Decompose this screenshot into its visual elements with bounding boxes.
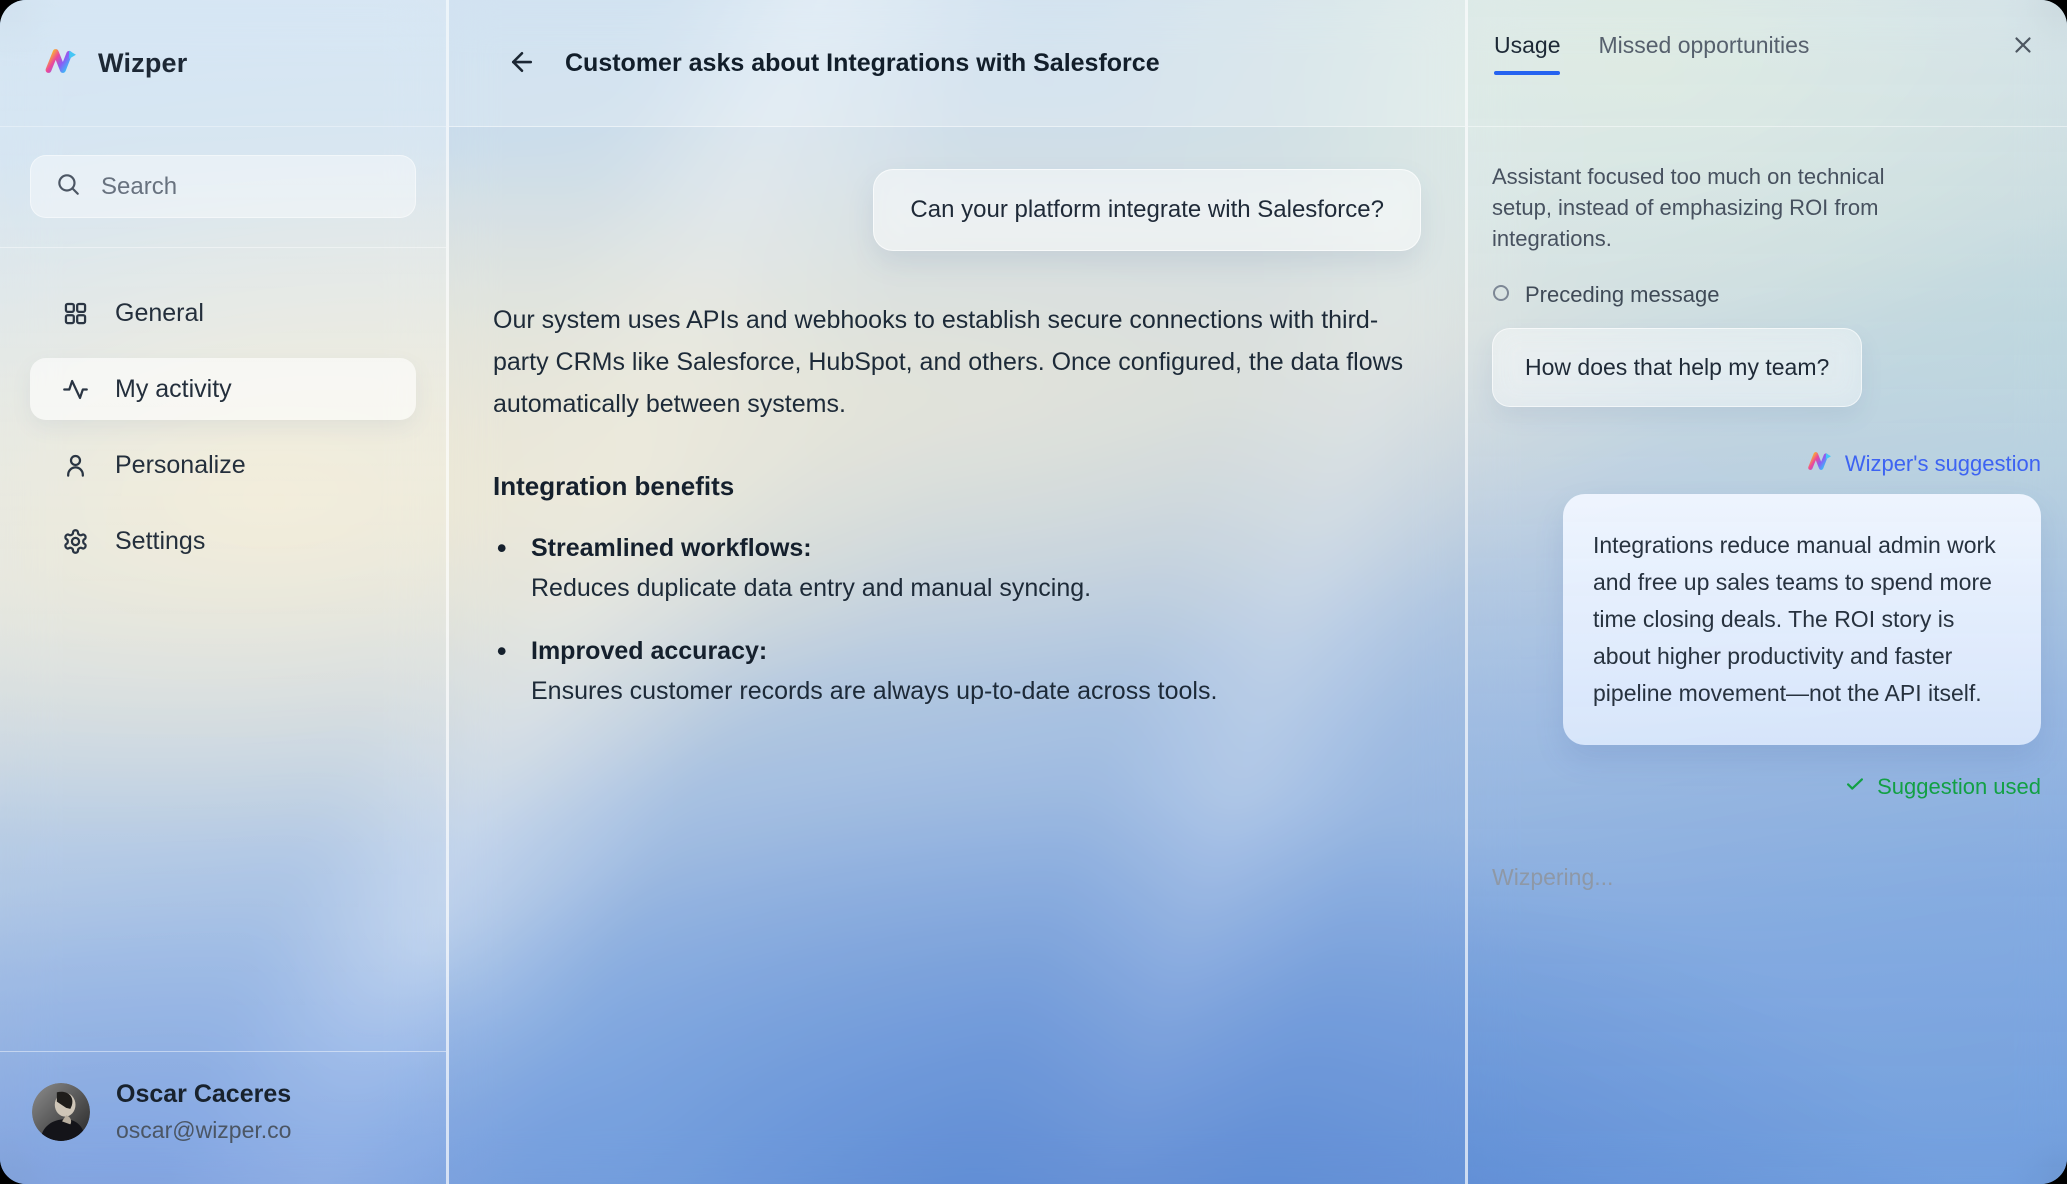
profile-text — [116, 1080, 291, 1144]
suggestion-text: Integrations reduce manual admin work and free up sales teams to spend more time closing deals. The ROI story is about higher productivity and faster pipeline movement—not the API itself. — [1593, 532, 1996, 706]
reply-section-heading: Integration benefits — [493, 471, 735, 501]
preceding-message-text: How does that help my team? — [1525, 354, 1830, 380]
wizper-logo-icon — [1807, 449, 1834, 478]
suggestion-label: Wizper's suggestion — [1844, 450, 2041, 476]
profile-row[interactable] — [0, 1051, 446, 1184]
insight-tabs-bar — [1468, 0, 2067, 127]
avatar — [32, 1083, 90, 1141]
sidebar-item-settings[interactable] — [30, 510, 416, 572]
preceding-message-row — [1492, 282, 2041, 308]
sidebar-item-label: My activity — [115, 374, 232, 403]
benefits-list — [493, 534, 1421, 740]
app-title: Wizper — [98, 47, 188, 78]
conversation-title: Customer asks about Integrations with Salesforce — [565, 48, 1160, 77]
search-input[interactable] — [30, 155, 416, 218]
activity-icon — [62, 376, 89, 403]
user-icon — [62, 452, 89, 479]
sidebar-item-label: General — [115, 298, 204, 327]
customer-message-bubble — [873, 169, 1421, 251]
assistant-reply-paragraph: Our system uses APIs and webhooks to establish secure connections with third-party CRMs like Salesforce, HubSpot, and others. Once configured, the data flows automatically between systems. — [493, 306, 1404, 418]
wizper-logo-icon — [44, 45, 80, 82]
search-field[interactable] — [101, 173, 411, 201]
sidebar — [0, 0, 446, 1184]
list-item — [493, 637, 1421, 706]
preceding-message-label: Preceding message — [1525, 282, 1720, 307]
close-button[interactable] — [2003, 26, 2043, 66]
sidebar-nav — [0, 248, 446, 586]
list-item — [493, 534, 1421, 603]
sidebar-item-label: Personalize — [115, 450, 246, 479]
profile-email: oscar@wizper.co — [116, 1117, 292, 1143]
insight-summary: Assistant focused too much on technical setup, instead of emphasizing ROI from integrations. — [1492, 164, 1885, 251]
profile-name: Oscar Caceres — [116, 1080, 292, 1108]
sidebar-item-general[interactable] — [30, 282, 416, 344]
conversation-panel — [449, 0, 1465, 1184]
close-icon — [2010, 32, 2036, 61]
arrow-left-icon — [507, 47, 537, 80]
check-icon — [1844, 773, 1866, 800]
suggestion-status: Suggestion used — [1877, 773, 2041, 799]
sidebar-spacer — [0, 586, 446, 1051]
search-icon — [55, 171, 81, 202]
insight-panel — [1468, 0, 2067, 1184]
tab-missed-opportunities[interactable]: Missed opportunities — [1598, 32, 1809, 75]
tab-usage[interactable]: Usage — [1494, 32, 1560, 75]
conversation-header — [449, 0, 1465, 127]
suggestion-status-row — [1492, 773, 2041, 800]
sidebar-item-personalize[interactable] — [30, 434, 416, 496]
suggestion-label-row — [1492, 449, 2041, 478]
insight-body — [1468, 127, 2067, 891]
sidebar-item-my-activity[interactable] — [30, 358, 416, 420]
bullet-body: Ensures customer records are always up-to-date across tools. — [531, 677, 1218, 705]
preceding-message-bubble — [1492, 328, 1862, 407]
customer-message-text: Can your platform integrate with Salesforce? — [910, 196, 1384, 223]
gear-icon — [62, 528, 89, 555]
sidebar-item-label: Settings — [115, 526, 206, 555]
sidebar-header — [0, 0, 446, 127]
bullet-title: • Streamlined workflows: — [493, 534, 1421, 563]
search-section — [0, 127, 446, 248]
bullet-title: • Improved accuracy: — [493, 637, 1421, 666]
circle-icon — [1492, 284, 1510, 307]
dashboard-icon — [62, 300, 89, 327]
conversation-body — [449, 127, 1465, 740]
back-button[interactable] — [501, 42, 543, 84]
typing-indicator: Wizpering... — [1492, 864, 1614, 890]
bullet-body: Reduces duplicate data entry and manual syncing. — [531, 574, 1092, 602]
suggestion-bubble — [1563, 494, 2041, 745]
